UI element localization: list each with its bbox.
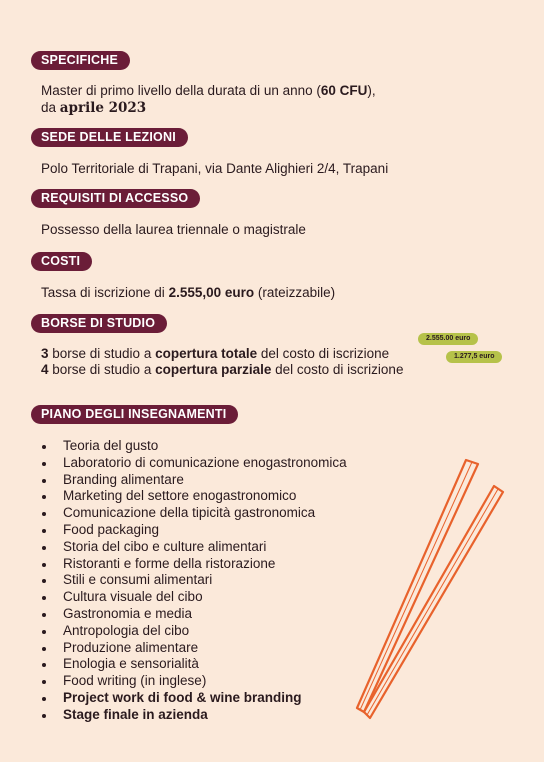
borse-row-2-c: del costo di iscrizione bbox=[271, 362, 404, 377]
borse-row-2 bbox=[41, 361, 403, 378]
course-item: Cultura visuale del cibo bbox=[41, 589, 347, 606]
borse-row-1-c: del costo di iscrizione bbox=[257, 346, 390, 361]
section-title-borse: BORSE DI STUDIO bbox=[31, 314, 167, 333]
course-item: Laboratorio di comunicazione enogastronomica bbox=[41, 455, 347, 472]
specifiche-text-a: Master di primo livello della durata di un anno ( bbox=[41, 83, 321, 98]
section-title-piano: PIANO DEGLI INSEGNAMENTI bbox=[31, 405, 238, 424]
section-title-sede: SEDE DELLE LEZIONI bbox=[31, 128, 188, 147]
course-item: Enologia e sensorialità bbox=[41, 656, 347, 673]
specifiche-start-date: aprile 2023 bbox=[59, 100, 147, 116]
borse-row-2-num: 4 bbox=[41, 362, 49, 377]
course-item: Gastronomia e media bbox=[41, 606, 347, 623]
borse-row-1-a: borse di studio a bbox=[48, 346, 156, 361]
borse-row-1 bbox=[41, 345, 389, 362]
chopsticks-icon bbox=[340, 450, 520, 730]
course-item: Ristoranti e forme della ristorazione bbox=[41, 556, 347, 573]
specifiche-line-2 bbox=[41, 99, 146, 117]
specifiche-text-da: da bbox=[41, 100, 60, 115]
borse-row-2-b: copertura parziale bbox=[155, 362, 272, 377]
specifiche-text-c: ), bbox=[367, 83, 376, 98]
borse-row-2-a: borse di studio a bbox=[48, 362, 156, 377]
sede-text: Polo Territoriale di Trapani, via Dante Alighieri 2/4, Trapani bbox=[41, 161, 389, 176]
section-title-specifiche: SPECIFICHE bbox=[31, 51, 130, 70]
course-item: Stage finale in azienda bbox=[41, 707, 347, 724]
costi-amount: 2.555,00 euro bbox=[168, 285, 255, 300]
course-item: Marketing del settore enogastronomico bbox=[41, 488, 347, 505]
badge-full-coverage: 2.555.00 euro bbox=[418, 333, 478, 345]
requisiti-text: Possesso della laurea triennale o magistrale bbox=[41, 222, 306, 237]
course-item: Food packaging bbox=[41, 522, 347, 539]
course-item: Produzione alimentare bbox=[41, 640, 347, 657]
course-item: Storia del cibo e culture alimentari bbox=[41, 539, 347, 556]
course-item: Project work di food & wine branding bbox=[41, 690, 347, 707]
specifiche-line-1 bbox=[41, 82, 376, 99]
course-item: Comunicazione della tipicità gastronomica bbox=[41, 505, 347, 522]
section-title-costi: COSTI bbox=[31, 252, 92, 271]
borse-row-1-b: copertura totale bbox=[155, 346, 258, 361]
course-item: Food writing (in inglese) bbox=[41, 673, 347, 690]
badge-partial-coverage: 1.277,5 euro bbox=[446, 351, 502, 363]
course-item: Branding alimentare bbox=[41, 472, 347, 489]
section-title-requisiti: REQUISITI DI ACCESSO bbox=[31, 189, 200, 208]
course-list bbox=[41, 438, 347, 724]
course-item: Stili e consumi alimentari bbox=[41, 572, 347, 589]
course-item: Teoria del gusto bbox=[41, 438, 347, 455]
costi-text-c: (rateizzabile) bbox=[254, 285, 336, 300]
course-item: Antropologia del cibo bbox=[41, 623, 347, 640]
costi-text bbox=[41, 284, 335, 301]
specifiche-cfu: 60 CFU bbox=[320, 83, 368, 98]
costi-text-a: Tassa di iscrizione di bbox=[41, 285, 169, 300]
borse-row-1-num: 3 bbox=[41, 346, 49, 361]
